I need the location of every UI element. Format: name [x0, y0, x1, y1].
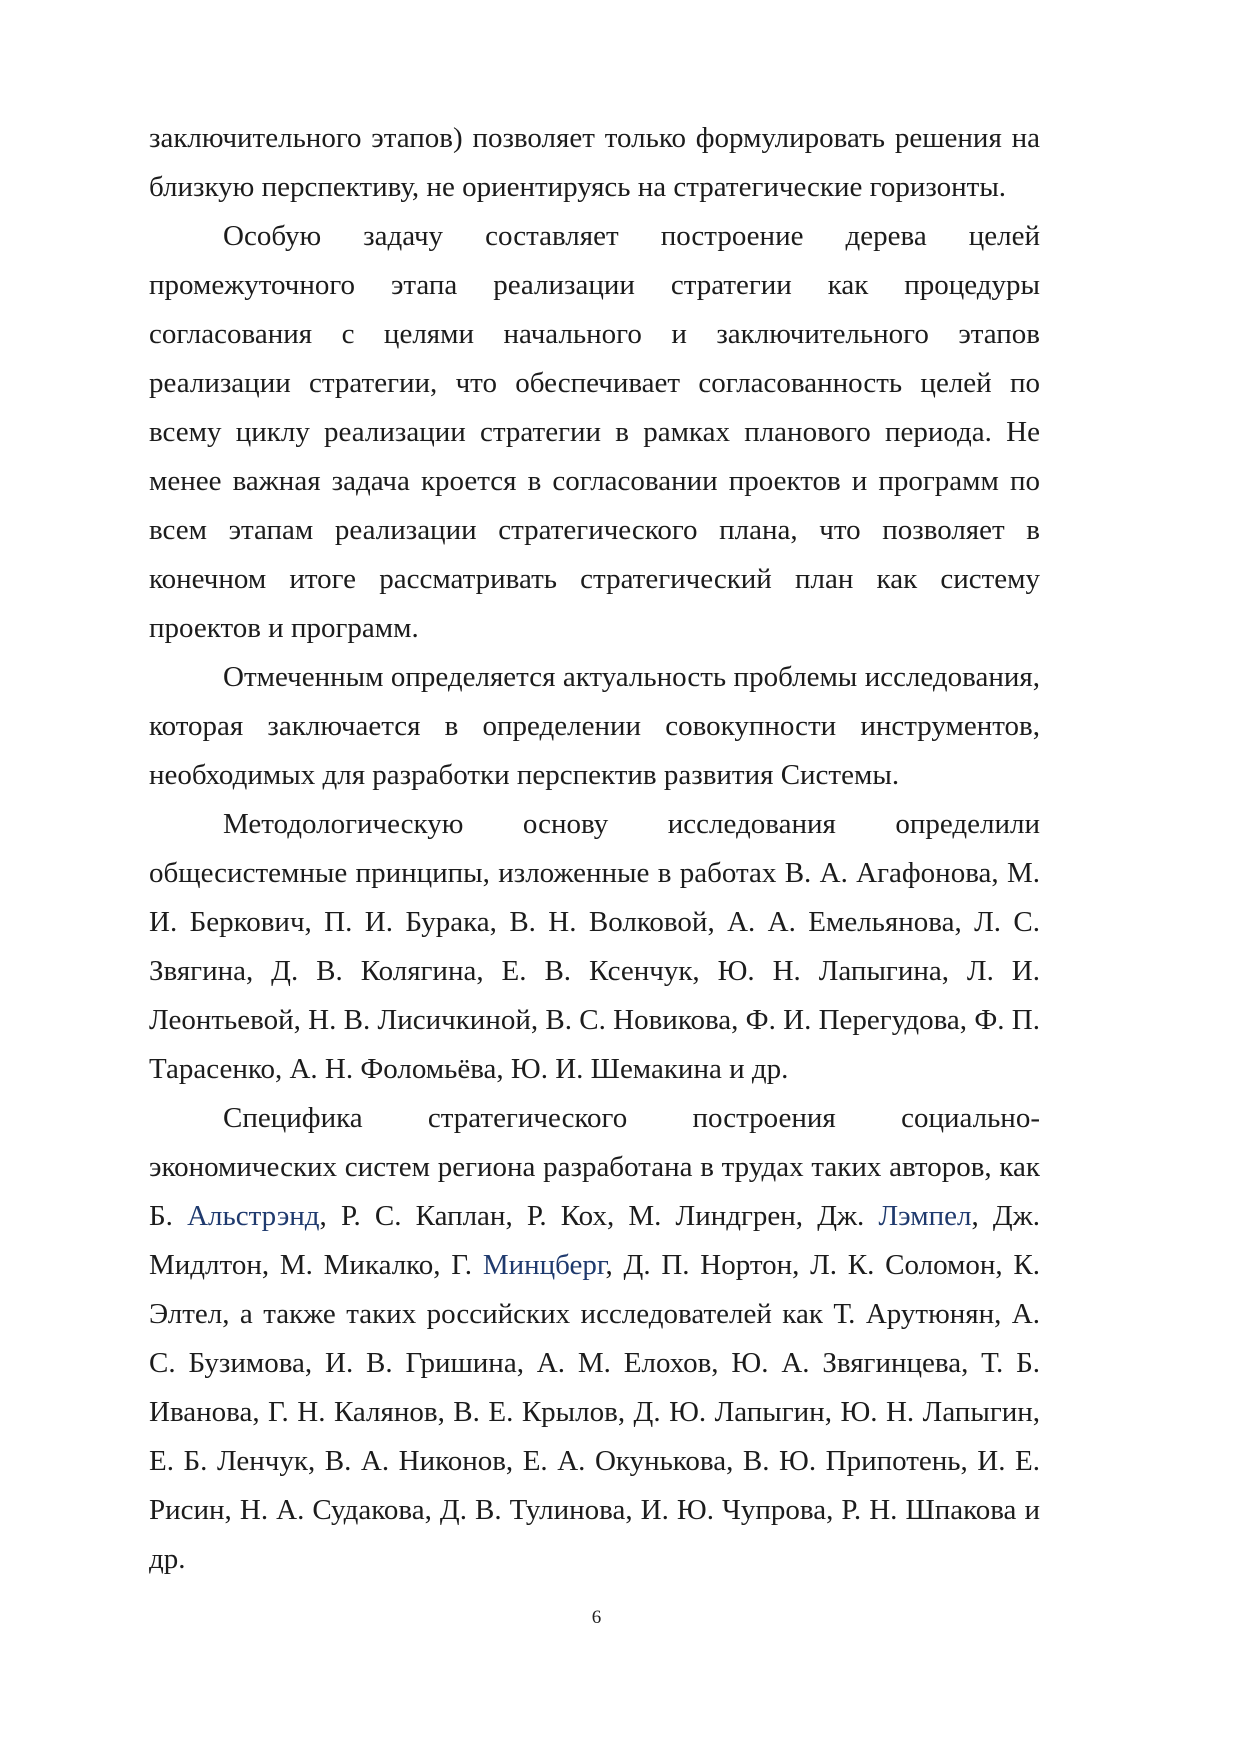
authors-text-3: , Дж. Мидлтон, М. Микалко, Г.	[149, 1200, 1040, 1281]
paragraph-relevance: Отмеченным определяется актуальность проблемы исследования, которая заключается в определении совокупности инструментов, необходимых для разработки перспектив развития Системы.	[149, 661, 1040, 791]
page-body	[149, 114, 1040, 1584]
author-link-lampel[interactable]: Лэмпел	[878, 1200, 972, 1232]
paragraph-goal-tree: Особую задачу составляет построение дерева целей промежуточного этапа реализации стратегии как процедуры согласования с целями начального и заключительного этапов реализации стратегии, что обеспечивает согласованность целей по всему циклу реализации стратегии в рамках планового периода. Не менее важная задача кроется в согласовании проектов и программ по всем этапам реализации стратегического плана, что позволяет в конечном итоге рассматривать стратегический план как систему проектов и программ.	[149, 220, 1040, 644]
paragraph-continuation: заключительного этапов) позволяет только формулировать решения на близкую перспективу, не ориентируясь на стратегические горизонты.	[149, 122, 1040, 203]
paragraph-methodology: Методологическую основу исследования определили общесистемные принципы, изложенные в работах В. А. Агафонова, М. И. Беркович, П. И. Бурака, В. Н. Волковой, А. А. Емельянова, Л. С. Звягина, Д. В. Колягина, Е. В. Ксенчук, Ю. Н. Лапыгина, Л. И. Леонтьевой, Н. В. Лисичкиной, В. С. Новикова, Ф. И. Перегудова, Ф. П. Тарасенко, А. Н. Фоломьёва, Ю. И. Шемакина и др.	[149, 808, 1040, 1085]
paragraph-authors	[149, 1094, 1040, 1584]
authors-text-1: Специфика стратегического построения социально-экономических систем региона разработана в трудах таких авторов, как Б.	[149, 1102, 1040, 1232]
authors-text-2: , Р. С. Каплан, Р. Кох, М. Линдгрен, Дж.	[319, 1200, 879, 1232]
author-link-alstrand[interactable]: Альстрэнд	[187, 1200, 320, 1232]
author-link-mintzberg[interactable]: Минцберг	[482, 1249, 606, 1281]
authors-text-4: , Д. П. Нортон, Л. К. Соломон, К. Элтел, а также таких российских исследователей как Т. Арутюнян, А. С. Бузимова, И. В. Гришина, А. М. Елохов, Ю. А. Звягинцева, Т. Б. Иванова, Г. Н. Калянов, В. Е. Крылов, Д. Ю. Лапыгин, Ю. Н. Лапыгин, Е. Б. Ленчук, В. А. Никонов, Е. А. Окунькова, В. Ю. Припотень, И. Е. Рисин, Н. А. Судакова, Д. В. Тулинова, И. Ю. Чупрова, Р. Н. Шпакова и др.	[149, 1249, 1041, 1575]
page-number: 6	[591, 1607, 602, 1628]
